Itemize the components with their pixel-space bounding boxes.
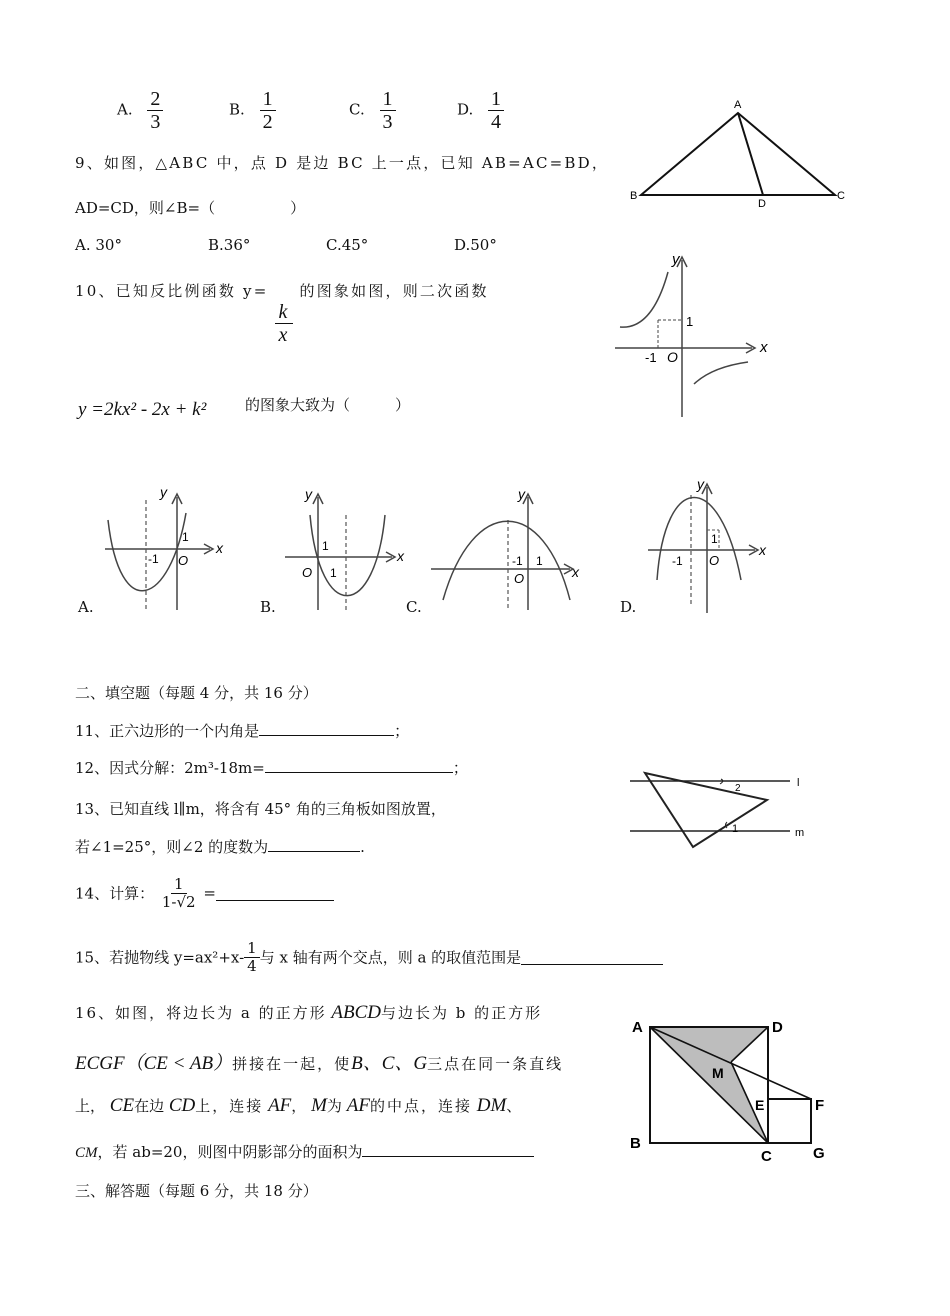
q8-option-a — [117, 88, 163, 133]
q16-text: 上， — [75, 1097, 106, 1115]
q13-end: . — [360, 838, 365, 856]
fraction: $\frac{1}{4}$ — [244, 940, 260, 974]
tick-neg1: -1 — [512, 554, 523, 568]
q12-text: 12、因式分解：2m³-18m= — [75, 759, 265, 777]
q10-graph-a — [100, 485, 230, 615]
q16-cd: CD — [168, 1095, 196, 1116]
q16-text: 三点在同一条直线 — [427, 1055, 564, 1073]
x-axis-label: x — [759, 542, 766, 558]
y-axis-label: y — [160, 485, 167, 500]
q16-ecgf: ECGF（CE < AB） — [75, 1053, 233, 1074]
q16-ce: CE — [109, 1095, 135, 1116]
tick-neg1: -1 — [148, 552, 159, 566]
q9-option-a: A. 30° — [75, 236, 122, 254]
fraction: $\frac{1}{4}$ — [488, 88, 504, 133]
q16-abcd: ABCD — [331, 1002, 381, 1023]
q16-line4 — [75, 1141, 534, 1162]
origin-label: O — [709, 553, 720, 568]
q11-text: 11、正六边形的一个内角是 — [75, 722, 260, 740]
angle-2-label: 2 — [735, 783, 741, 794]
q14 — [75, 876, 334, 910]
q16-answer-blank[interactable] — [362, 1142, 534, 1157]
q10-formula: y =2kx² - 2x + k² — [78, 399, 207, 420]
tick-1: 1 — [182, 530, 189, 544]
q16-line1 — [75, 1002, 542, 1024]
label-c: C — [837, 190, 845, 202]
y-axis-label: y — [672, 252, 680, 268]
q9-line1: 9、如图，△ABC 中，点 D 是边 BC 上一点，已知 AB=AC=BD， — [75, 154, 610, 172]
fraction: $\frac{1}{2}$ — [260, 88, 276, 133]
q16-text: 拼接在一起，使 — [232, 1055, 352, 1073]
q16-bcg: B、C、G — [351, 1053, 428, 1074]
q8-option-c — [349, 88, 396, 133]
origin-label: O — [514, 571, 525, 586]
q15 — [75, 940, 663, 974]
y-axis-label: y — [305, 486, 312, 502]
q16-text: ， — [291, 1097, 307, 1115]
q16-text: 为 — [326, 1097, 342, 1115]
x-axis-label: x — [760, 339, 768, 356]
label-m: M — [712, 1065, 724, 1081]
origin-label: O — [667, 349, 678, 365]
tick-1-x: 1 — [330, 566, 337, 580]
label-l: l — [797, 777, 800, 789]
q16-line2 — [75, 1048, 563, 1075]
label-b: B — [630, 1135, 641, 1152]
fraction: $\frac{1}{1-√2}$ — [161, 875, 196, 911]
label-f: F — [815, 1097, 825, 1114]
q10-graph-b — [280, 485, 410, 615]
q10-tail: 的图象大致为（ ） — [245, 396, 411, 414]
q10-graph-c — [428, 485, 583, 615]
q10-suffix: 的图象如图，则二次函数 — [299, 282, 489, 300]
q16-cm: CM — [75, 1145, 98, 1161]
x-axis-label: x — [572, 564, 579, 580]
fraction: $\frac{1}{3}$ — [380, 88, 396, 133]
q9-option-d: D.50° — [454, 236, 497, 254]
q10-hyperbola-figure — [612, 252, 787, 420]
q10-option-a-label: A. — [78, 598, 94, 616]
y-axis-label: y — [518, 486, 525, 502]
option-label: C. — [349, 100, 365, 119]
fraction: $\frac{2}{3}$ — [147, 88, 163, 133]
q12-answer-blank[interactable] — [265, 758, 453, 773]
q15-suffix: 与 x 轴有两个交点，则 a 的取值范围是 — [259, 948, 522, 967]
q10-option-b-label: B. — [260, 598, 276, 616]
q9-option-c: C.45° — [326, 236, 369, 254]
q8-option-b — [229, 88, 276, 133]
q14-prefix: 14、计算： — [75, 884, 155, 903]
tick-1: 1 — [686, 314, 694, 329]
q10-prefix: 10、已知反比例函数 y= — [75, 282, 269, 300]
q13-answer-blank[interactable] — [268, 837, 360, 852]
q13-line2 — [75, 836, 365, 857]
option-label: A. — [117, 100, 133, 119]
q15-answer-blank[interactable] — [521, 950, 663, 965]
q16-text: 上，连接 — [195, 1097, 264, 1115]
tick-1: 1 — [536, 554, 543, 568]
q16-squares-figure — [625, 1010, 840, 1165]
q9-triangle-figure — [625, 95, 855, 215]
q14-answer-blank[interactable] — [216, 886, 334, 901]
origin-label: O — [178, 553, 189, 568]
q12 — [75, 757, 468, 778]
label-d: D — [758, 198, 766, 210]
q8-option-d — [457, 88, 504, 133]
x-axis-label: x — [216, 540, 223, 556]
q16-text: 16、如图，将边长为 a 的正方形 — [75, 1004, 327, 1022]
tick-1: 1 — [322, 539, 329, 553]
option-label: D. — [457, 100, 474, 119]
section2-title: 二、填空题（每题 4 分，共 16 分） — [75, 684, 318, 702]
label-e: E — [755, 1097, 765, 1113]
q16-text: 在边 — [134, 1097, 165, 1115]
q9-option-b: B.36° — [208, 236, 251, 254]
q10-option-c-label: C. — [406, 598, 422, 616]
q12-end: ； — [452, 759, 468, 777]
q10-line1 — [75, 280, 489, 346]
q11-answer-blank[interactable] — [259, 721, 394, 736]
q16-dm: DM — [476, 1095, 507, 1116]
option-label: B. — [229, 100, 245, 119]
origin-label: O — [302, 565, 313, 580]
angle-1-label: 1 — [732, 823, 739, 835]
q16-text: ，若 ab=20，则图中阴影部分的面积为 — [97, 1143, 363, 1161]
section3-title: 三、解答题（每题 6 分，共 18 分） — [75, 1182, 318, 1200]
q15-prefix: 15、若抛物线 y=ax²+x- — [75, 948, 245, 967]
q13-lines-figure — [625, 765, 825, 855]
q16-af: AF — [346, 1095, 370, 1116]
label-g: G — [813, 1145, 825, 1162]
tick-neg1: -1 — [645, 350, 657, 365]
x-axis-label: x — [397, 548, 404, 564]
label-a: A — [632, 1019, 643, 1036]
q9-line2: AD=CD，则∠B=（ ） — [75, 199, 306, 217]
tick-neg1: -1 — [672, 554, 683, 568]
q11 — [75, 720, 409, 741]
q16-m: M — [311, 1095, 327, 1116]
label-c: C — [761, 1148, 772, 1165]
q10-option-d-label: D. — [620, 598, 637, 616]
q13-line1: 13、已知直线 l∥m，将含有 45° 角的三角板如图放置， — [75, 800, 446, 818]
q16-line3 — [75, 1095, 521, 1117]
q16-text: 、 — [506, 1097, 522, 1115]
q10-graph-d — [645, 475, 775, 615]
label-m: m — [795, 827, 805, 839]
label-a: A — [734, 99, 742, 111]
fraction-k-over-x: $\frac{k}{x}$ — [275, 301, 292, 346]
q11-end: ； — [394, 722, 410, 740]
q13-text: 若∠1=25°，则∠2 的度数为 — [75, 838, 269, 856]
tick-1: 1 — [711, 532, 718, 546]
q16-text: 的中点，连接 — [369, 1097, 472, 1115]
q14-equals: = — [203, 884, 216, 902]
y-axis-label: y — [697, 476, 704, 492]
q16-text: 与边长为 b 的正方形 — [380, 1004, 543, 1022]
label-b: B — [630, 190, 638, 202]
label-d: D — [772, 1019, 783, 1036]
q16-af: AF — [268, 1095, 292, 1116]
